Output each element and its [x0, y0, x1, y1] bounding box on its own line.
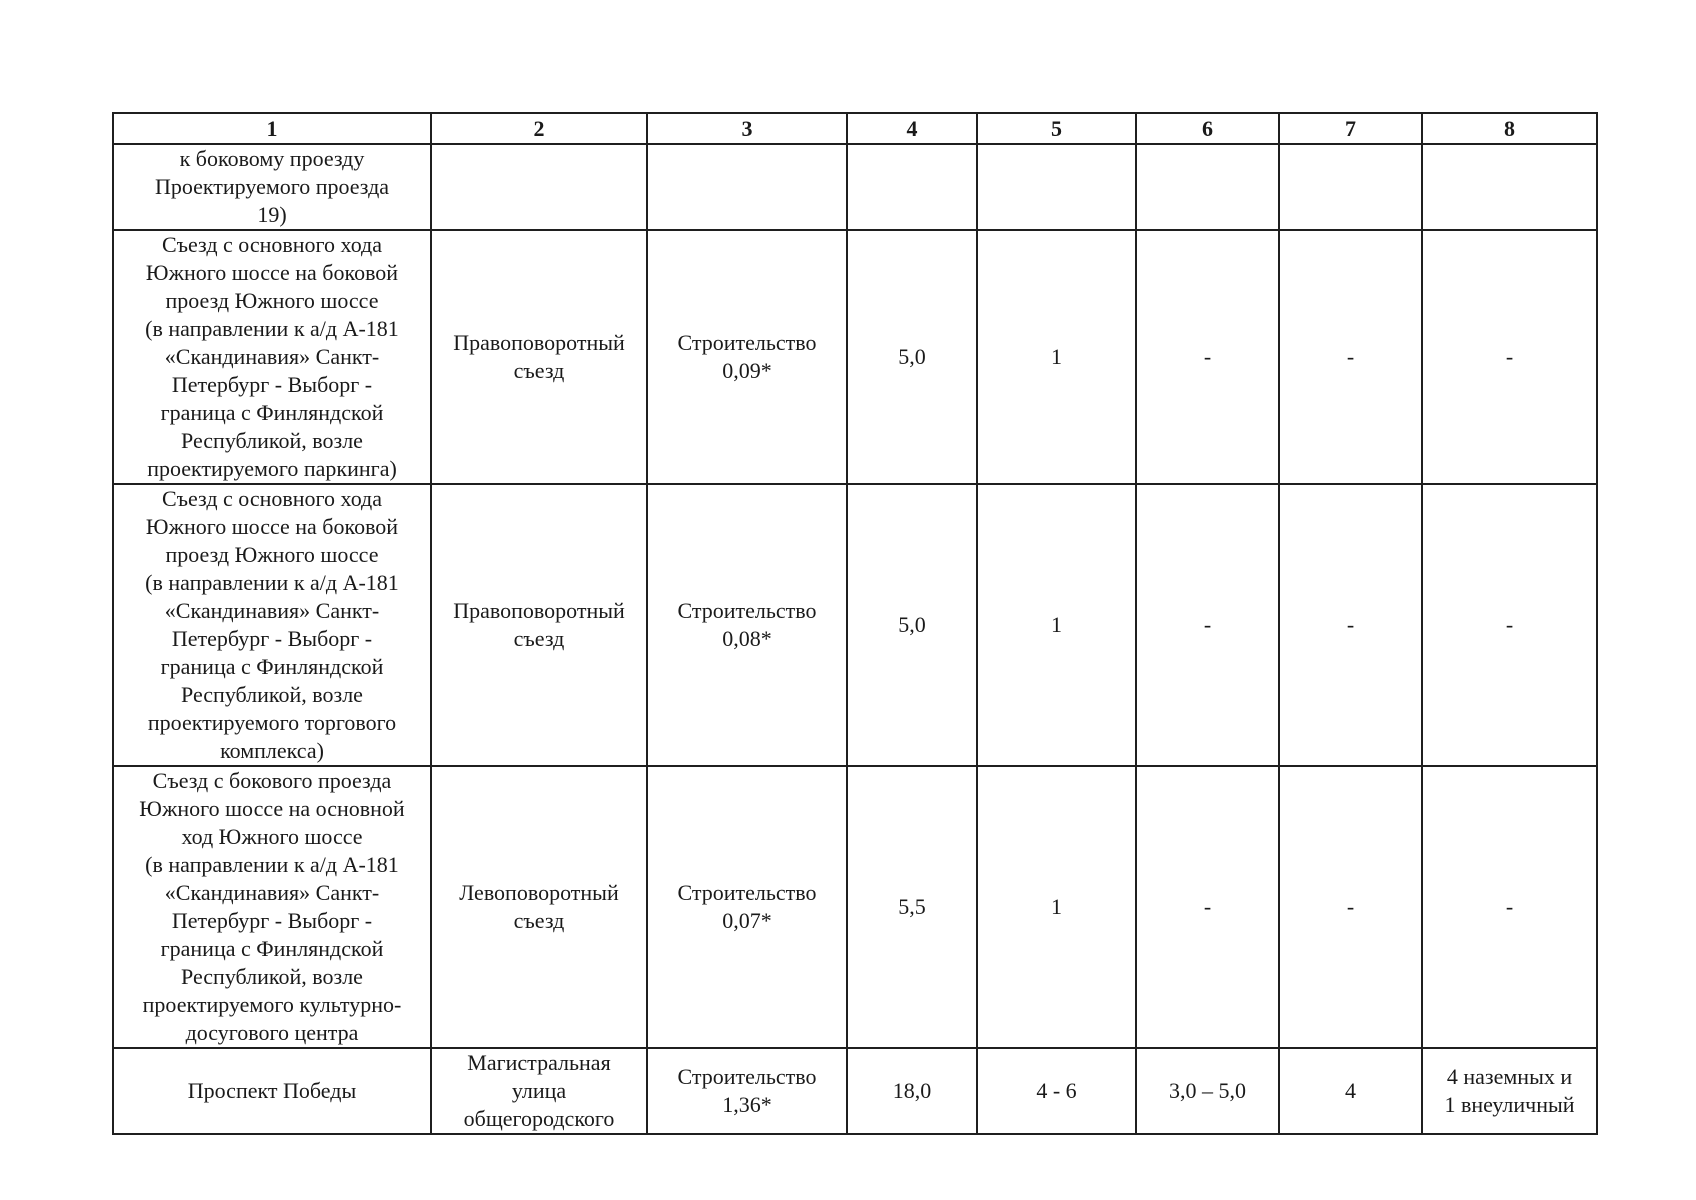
column-header-6: 6: [1136, 113, 1279, 144]
cell-work-length: Строительство 0,09*: [647, 230, 847, 484]
cell-work-length: Строительство 0,07*: [647, 766, 847, 1048]
cell-col-4: 18,0: [847, 1048, 977, 1134]
cell-col-5: 1: [977, 484, 1136, 766]
column-header-3: 3: [647, 113, 847, 144]
column-header-5: 5: [977, 113, 1136, 144]
cell-col-6: [1136, 144, 1279, 230]
cell-name: к боковому проезду Проектируемого проезда 19): [113, 144, 431, 230]
cell-work-length: Строительство 0,08*: [647, 484, 847, 766]
cell-col-4: [847, 144, 977, 230]
table-row: [113, 484, 1597, 766]
table-row: [113, 230, 1597, 484]
cell-col-6: 3,0 – 5,0: [1136, 1048, 1279, 1134]
column-header-2: 2: [431, 113, 647, 144]
cell-type: [431, 144, 647, 230]
cell-name: Съезд с основного хода Южного шоссе на боковой проезд Южного шоссе (в направлении к а/д А-181 «Скандинавия» Санкт- Петербург - Выборг - граница с Финляндской Республикой, возле проектируемого паркинга): [113, 230, 431, 484]
cell-work-length: Строительство 1,36*: [647, 1048, 847, 1134]
cell-col-7: -: [1279, 230, 1422, 484]
cell-col-7: [1279, 144, 1422, 230]
cell-col-6: -: [1136, 484, 1279, 766]
column-header-1: 1: [113, 113, 431, 144]
cell-col-7: -: [1279, 484, 1422, 766]
table-header-row: [113, 113, 1597, 144]
cell-col-8: -: [1422, 484, 1597, 766]
cell-col-4: 5,0: [847, 484, 977, 766]
cell-col-5: [977, 144, 1136, 230]
cell-col-4: 5,5: [847, 766, 977, 1048]
cell-work-length: [647, 144, 847, 230]
cell-col-6: -: [1136, 766, 1279, 1048]
column-header-7: 7: [1279, 113, 1422, 144]
cell-col-8: -: [1422, 766, 1597, 1048]
cell-name: Съезд с основного хода Южного шоссе на боковой проезд Южного шоссе (в направлении к а/д А-181 «Скандинавия» Санкт- Петербург - Выборг - граница с Финляндской Республикой, возле проектируемого торгового комплекса): [113, 484, 431, 766]
cell-type: Магистральная улица общегородского: [431, 1048, 647, 1134]
column-header-4: 4: [847, 113, 977, 144]
cell-col-4: 5,0: [847, 230, 977, 484]
cell-type: Правоповоротный съезд: [431, 484, 647, 766]
cell-col-5: 1: [977, 766, 1136, 1048]
cell-col-8: 4 наземных и 1 внеуличный: [1422, 1048, 1597, 1134]
column-header-8: 8: [1422, 113, 1597, 144]
cell-col-5: 4 - 6: [977, 1048, 1136, 1134]
cell-type: Левоповоротный съезд: [431, 766, 647, 1048]
cell-col-8: -: [1422, 230, 1597, 484]
road-parameters-table: [112, 112, 1598, 1135]
cell-col-6: -: [1136, 230, 1279, 484]
cell-name: Съезд с бокового проезда Южного шоссе на основной ход Южного шоссе (в направлении к а/д А-181 «Скандинавия» Санкт- Петербург - Выборг - граница с Финляндской Республикой, возле проектируемого культурно- досугового центра: [113, 766, 431, 1048]
cell-type: Правоповоротный съезд: [431, 230, 647, 484]
cell-name: Проспект Победы: [113, 1048, 431, 1134]
table-row: [113, 144, 1597, 230]
cell-col-5: 1: [977, 230, 1136, 484]
table-row: [113, 1048, 1597, 1134]
cell-col-7: 4: [1279, 1048, 1422, 1134]
table-row: [113, 766, 1597, 1048]
cell-col-7: -: [1279, 766, 1422, 1048]
cell-col-8: [1422, 144, 1597, 230]
